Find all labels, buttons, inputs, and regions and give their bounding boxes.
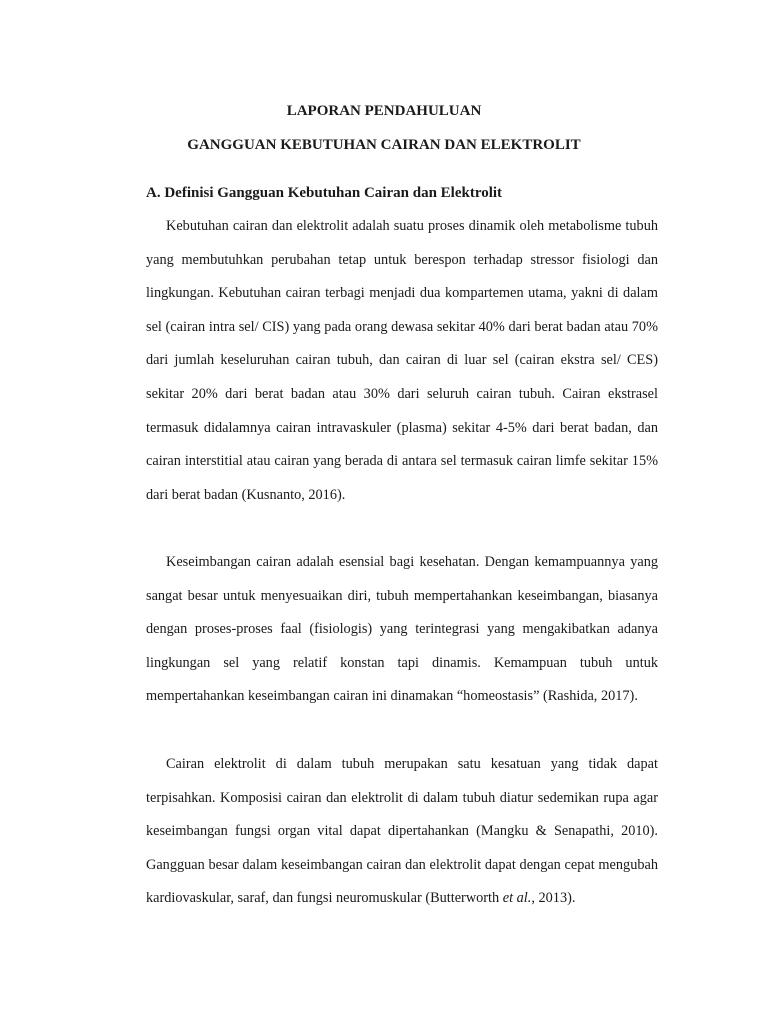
citation-italic: et al. [502, 890, 532, 907]
document-subtitle: GANGGUAN KEBUTUHAN CAIRAN DAN ELEKTROLIT [187, 137, 581, 153]
citation-year: , 2013). [531, 890, 576, 907]
paragraph-electrolyte [146, 748, 658, 916]
document-title: LAPORAN PENDAHULUAN [286, 103, 482, 119]
paragraph-definition: Kebutuhan cairan dan elektrolit adalah suatu proses dinamik oleh metabolisme tubuh yang membutuhkan perubahan tetap untuk berespon terhadap stressor fisiologi dan lingkungan. Kebutuhan cairan terbagi menjadi dua kompartemen utama, yakni di dalam sel (cairan intra sel/ CIS) yang pada orang dewasa sekitar 40% dari berat badan atau 70% dari jumlah keseluruhan cairan tubuh, dan cairan di luar sel (cairan ekstra sel/ CES) sekitar 20% dari berat badan atau 30% dari seluruh cairan tubuh. Cairan ekstrasel termasuk didalamnya cairan intravaskuler (plasma) sekitar 4-5% dari berat badan, dan cairan interstitial atau cairan yang berada di antara sel termasuk cairan limfe sekitar 15% dari berat badan (Kusnanto, 2016). [146, 218, 658, 503]
section-heading: A. Definisi Gangguan Kebutuhan Cairan dan Elektrolit [146, 185, 503, 201]
paragraph-balance: Keseimbangan cairan adalah esensial bagi kesehatan. Dengan kemampuannya yang sangat besar untuk menyesuaikan diri, tubuh mempertahankan keseimbangan, biasanya dengan proses-proses faal (fisiologis) yang terintegrasi yang mengakibatkan adanya lingkungan sel yang relatif konstan tapi dinamis. Kemampuan tubuh untuk mempertahankan keseimbangan cairan ini dinamakan “homeostasis” (Rashida, 2017). [146, 554, 658, 705]
paragraph-electrolyte-text: Cairan elektrolit di dalam tubuh merupakan satu kesatuan yang tidak dapat terpisahkan. Komposisi cairan dan elektrolit di dalam tubuh diatur sedemikan rupa agar keseimbangan fungsi organ vital dapat dipertahankan (Mangku & Senapathi, 2010). Gangguan besar dalam keseimbangan cairan dan elektrolit dapat dengan cepat mengubah kardiovaskular, saraf, dan fungsi neuromuskular (Butterworth [146, 756, 658, 907]
